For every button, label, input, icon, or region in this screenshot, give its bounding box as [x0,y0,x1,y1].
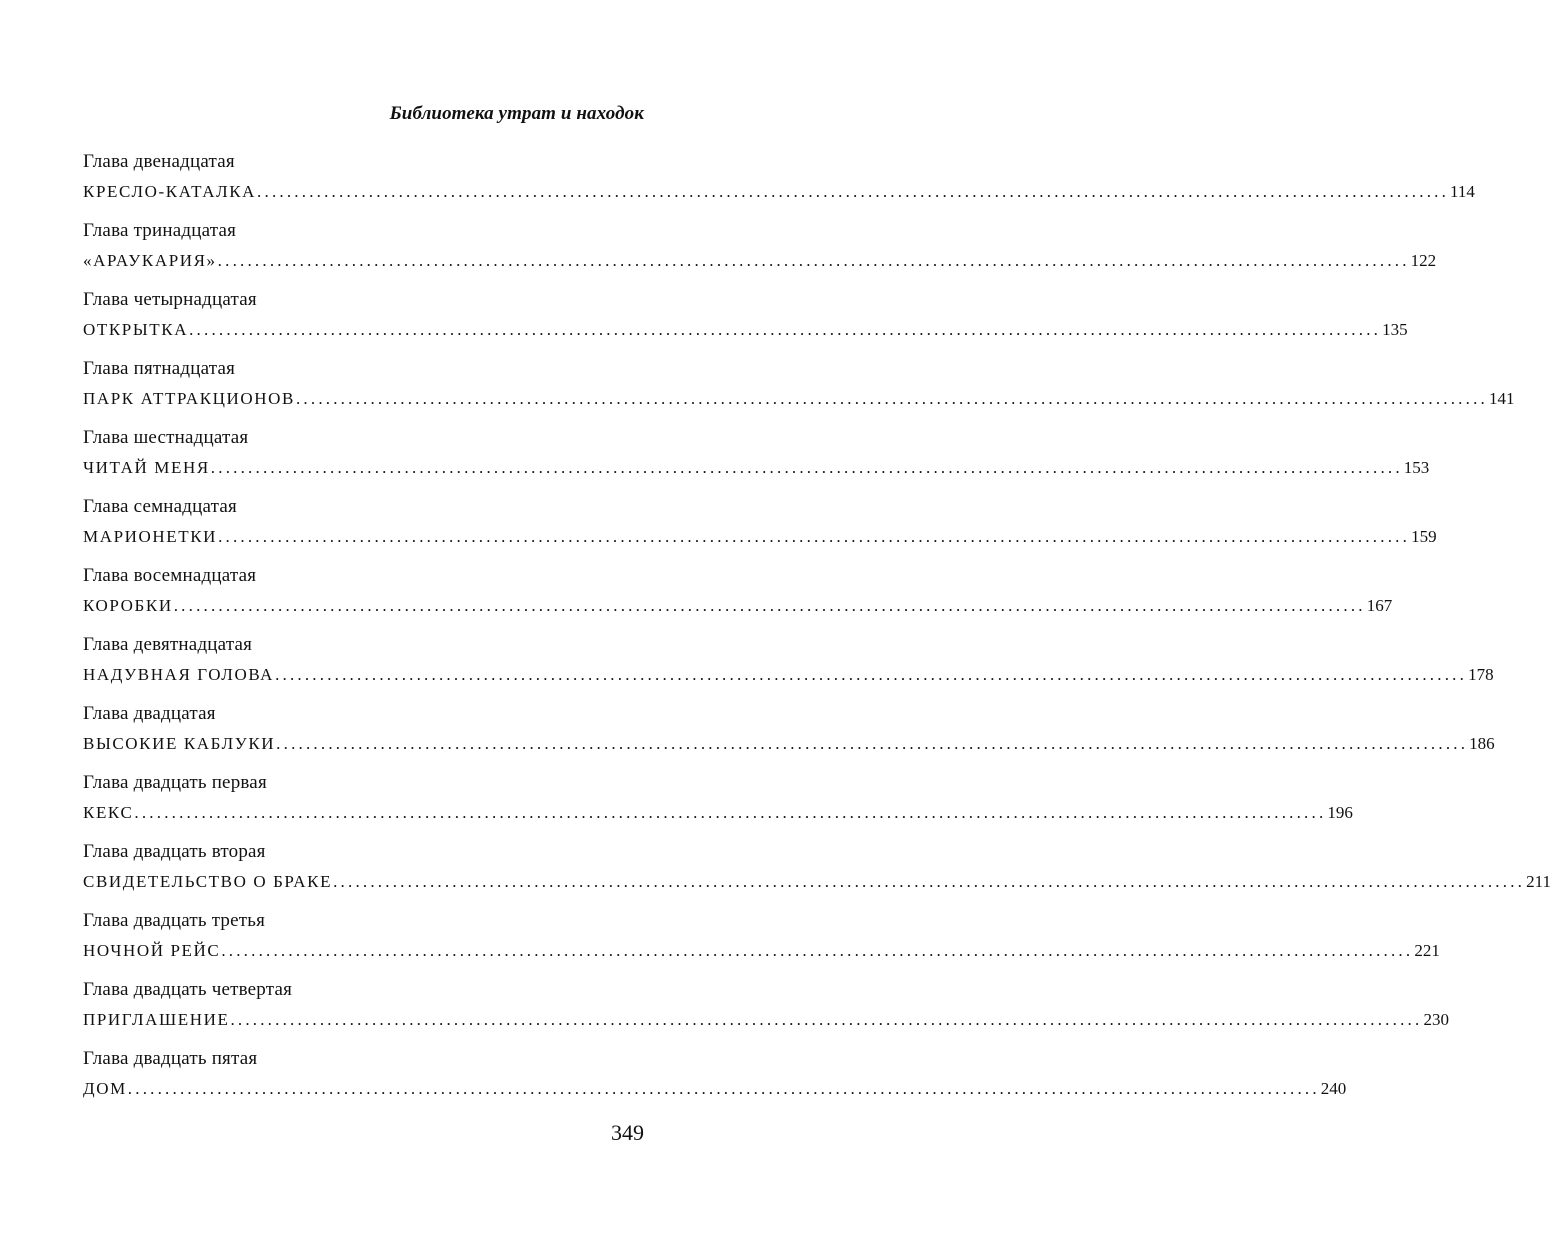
page-reference: 159 [1411,527,1437,546]
page-reference: 186 [1469,734,1495,753]
toc-entry [83,288,1408,357]
chapter-title: НАДУВНАЯ ГОЛОВА [83,665,275,684]
page-reference: 167 [1366,596,1393,615]
toc-line [83,456,1430,480]
dot-leader: ................................................................................................................................................................ [295,389,1488,408]
dot-leader: ................................................................................................................................................................ [218,527,1411,546]
dot-leader: ................................................................................................................................................................ [210,458,1403,477]
toc-line [83,801,1353,825]
dot-leader: ................................................................................................................................................................ [173,596,1366,615]
dot-leader: ................................................................................................................................................................ [127,1079,1320,1098]
page-reference: 196 [1327,803,1353,822]
page-reference: 230 [1423,1010,1449,1029]
page-reference: 240 [1320,1079,1347,1098]
page-reference: 114 [1450,182,1475,201]
chapter-number: Глава шестнадцатая [83,427,249,448]
chapter-number: Глава восемнадцатая [83,565,257,586]
toc-entry [83,564,1393,633]
toc-line [83,1077,1347,1101]
toc-line [83,870,1551,894]
toc-entry [83,909,1440,978]
chapter-title: СВИДЕТЕЛЬСТВО О БРАКЕ [83,872,333,891]
chapter-number: Глава двадцатая [83,703,216,724]
running-head-title: Библиотека утрат и находок [389,103,644,124]
page-reference: 122 [1410,251,1437,270]
toc-entry [83,702,1495,771]
chapter-title: ЧИТАЙ МЕНЯ [83,458,210,477]
chapter-title: МАРИОНЕТКИ [83,527,218,546]
page-reference: 178 [1468,665,1494,684]
toc-entry [83,357,1515,426]
toc-entry [83,150,1475,219]
page-reference: 153 [1403,458,1430,477]
toc-line [83,594,1393,618]
toc-entry [83,426,1430,495]
chapter-title: «АРАУКАРИЯ» [83,251,217,270]
chapter-title: КОРОБКИ [83,596,173,615]
chapter-title: ПАРК АТТРАКЦИОНОВ [83,389,295,408]
table-of-contents [83,150,1551,1116]
chapter-number: Глава девятнадцатая [83,634,253,655]
dot-leader: ................................................................................................................................................................ [333,872,1526,891]
toc-line [83,387,1515,411]
chapter-number: Глава двадцать третья [83,910,266,931]
toc-entry [83,978,1449,1047]
toc-line [83,525,1437,549]
page-reference: 211 [1526,872,1551,891]
dot-leader: ................................................................................................................................................................ [221,941,1414,960]
toc-line [83,318,1408,342]
toc-line [83,249,1437,273]
chapter-number: Глава двенадцатая [83,151,235,172]
toc-entry [83,219,1437,288]
toc-entry [83,771,1353,840]
chapter-number: Глава пятнадцатая [83,358,236,379]
dot-leader: ................................................................................................................................................................ [230,1010,1423,1029]
toc-line [83,663,1494,687]
toc-line [83,939,1440,963]
page-reference: 221 [1414,941,1440,960]
toc-line [83,732,1495,756]
chapter-number: Глава двадцать первая [83,772,267,793]
dot-leader: ................................................................................................................................................................ [275,665,1468,684]
dot-leader: ................................................................................................................................................................ [189,320,1382,339]
toc-line [83,1008,1449,1032]
toc-entry [83,633,1494,702]
chapter-title: ПРИГЛАШЕНИЕ [83,1010,230,1029]
toc-entry [83,1047,1347,1116]
chapter-number: Глава тринадцатая [83,220,237,241]
chapter-number: Глава двадцать пятая [83,1048,258,1069]
chapter-number: Глава двадцать вторая [83,841,266,862]
dot-leader: ................................................................................................................................................................ [134,803,1327,822]
chapter-number: Глава четырнадцатая [83,289,257,310]
chapter-title: ОТКРЫТКА [83,320,189,339]
chapter-title: КЕКС [83,803,134,822]
chapter-number: Глава двадцать четвертая [83,979,293,1000]
page-reference: 141 [1488,389,1515,408]
dot-leader: ................................................................................................................................................................ [276,734,1469,753]
page-reference: 135 [1382,320,1408,339]
chapter-title: ВЫСОКИЕ КАБЛУКИ [83,734,276,753]
toc-entry [83,840,1551,909]
chapter-title: НОЧНОЙ РЕЙС [83,941,221,960]
chapter-title: КРЕСЛО-КАТАЛКА [83,182,257,201]
toc-entry [83,495,1437,564]
chapter-number: Глава семнадцатая [83,496,237,517]
chapter-title: ДОМ [83,1079,127,1098]
page-number: 349 [611,1120,644,1145]
dot-leader: ................................................................................................................................................................ [257,182,1450,201]
dot-leader: ................................................................................................................................................................ [217,251,1410,270]
toc-line [83,180,1475,204]
